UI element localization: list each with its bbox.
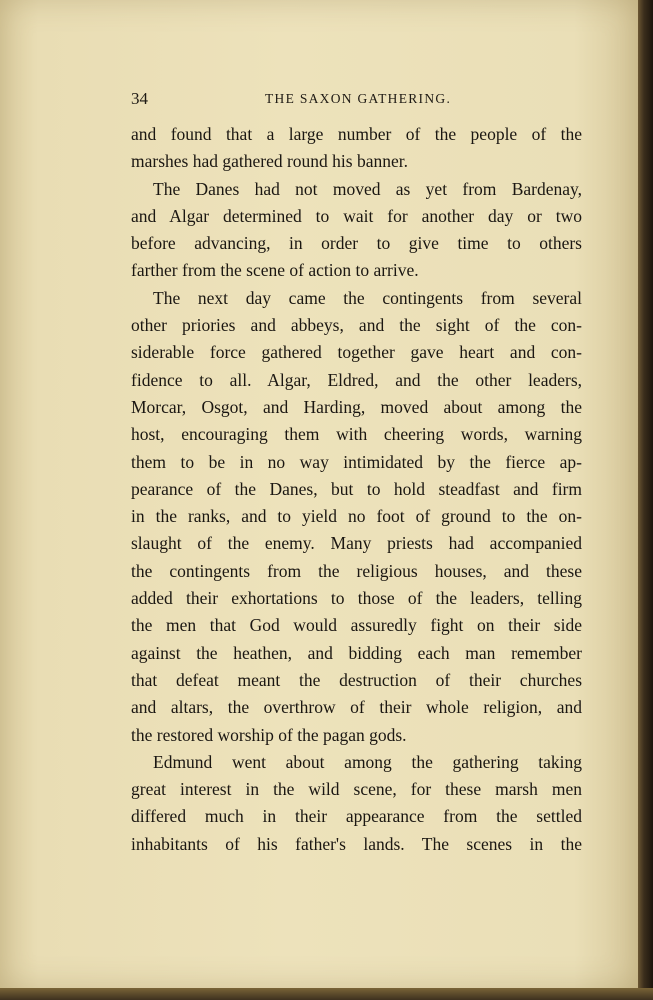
text-line: before advancing, in order to give time to others (131, 233, 582, 254)
text-line: the men that God would assuredly fight on their side (131, 615, 582, 636)
body-text (131, 121, 582, 858)
text-line: and altars, the overthrow of their whole religion, and (131, 697, 582, 718)
running-head: THE SAXON GATHERING. (265, 91, 452, 106)
page-number: 34 (131, 89, 148, 108)
book-spine-edge (638, 0, 653, 1000)
text-line: the restored worship of the pagan gods. (131, 724, 407, 745)
text-line: farther from the scene of action to arrive. (131, 260, 419, 281)
text-line: and Algar determined to wait for another day or two (131, 205, 582, 226)
text-line: inhabitants of his father's lands. The scenes in the (131, 833, 582, 854)
text-line: The Danes had not moved as yet from Bardenay, (153, 178, 582, 199)
text-line: The next day came the contingents from several (153, 287, 582, 308)
text-line: fidence to all. Algar, Eldred, and the other leaders, (131, 369, 582, 390)
text-line: them to be in no way intimidated by the fierce ap- (131, 451, 582, 472)
text-line: the contingents from the religious houses, and these (131, 560, 582, 581)
text-line: other priories and abbeys, and the sight of the con- (131, 315, 582, 336)
text-line: against the heathen, and bidding each man remember (131, 642, 582, 663)
text-line: pearance of the Danes, but to hold steadfast and firm (131, 478, 582, 499)
page-header (131, 89, 581, 113)
text-line: that defeat meant the destruction of their churches (131, 669, 582, 690)
text-line: in the ranks, and to yield no foot of ground to the on- (131, 506, 582, 527)
text-line: great interest in the wild scene, for these marsh men (131, 779, 582, 800)
text-line: Edmund went about among the gathering taking (153, 751, 582, 772)
page-bottom-edge (0, 988, 653, 1000)
text-line: differed much in their appearance from the settled (131, 806, 582, 827)
text-line: added their exhortations to those of the leaders, telling (131, 588, 582, 609)
text-line: Morcar, Osgot, and Harding, moved about among the (131, 396, 582, 417)
text-line: marshes had gathered round his banner. (131, 151, 409, 172)
text-line: siderable force gathered together gave heart and con- (131, 342, 582, 363)
text-line: host, encouraging them with cheering words, warning (131, 424, 582, 445)
text-line: slaught of the enemy. Many priests had accompanied (131, 533, 582, 554)
text-line: and found that a large number of the people of the (131, 124, 582, 144)
